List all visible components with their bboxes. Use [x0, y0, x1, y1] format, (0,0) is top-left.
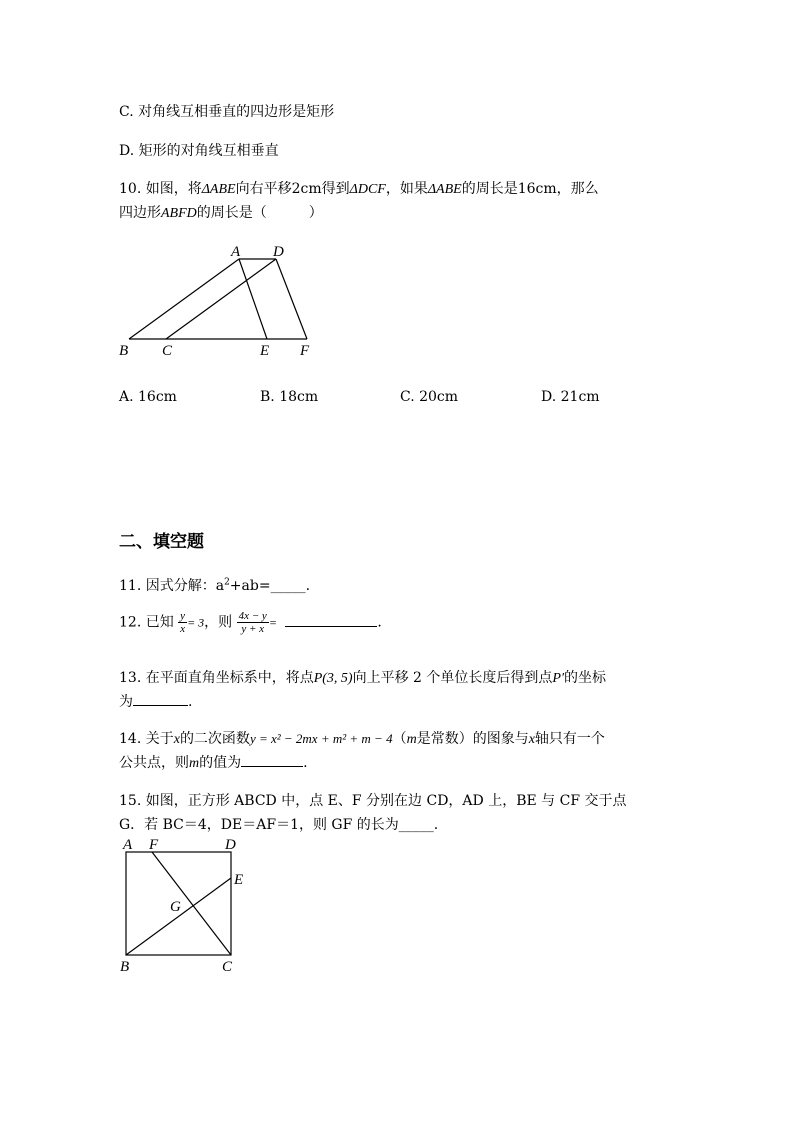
q13-text: 的坐标: [564, 670, 607, 686]
label-a: A: [123, 837, 133, 853]
q14-text: 的值为: [199, 755, 242, 771]
option-d-previous: D. 矩形的对角线互相垂直: [119, 143, 279, 159]
q10-text: 的周长是（ ）: [196, 205, 323, 221]
line-fc: [152, 852, 231, 955]
q14-text: .: [303, 755, 308, 771]
q13-answer-blank: [133, 692, 188, 706]
var-m: m: [406, 732, 417, 747]
q10-text: ，如果: [385, 181, 428, 197]
line-cd: [166, 259, 276, 339]
quadrilateral-abfd: ABFD: [161, 206, 197, 221]
q13-text: 为: [119, 694, 133, 710]
q10-text: 向右平移2cm得到: [235, 181, 350, 197]
q11-line: [119, 575, 310, 595]
q10-figure: [110, 238, 330, 363]
q12-answer-blank: [285, 613, 377, 627]
q10-option-a: A. 16cm: [119, 389, 177, 405]
q13-line-2: [119, 691, 192, 711]
q10-line-1: [119, 178, 599, 198]
label-c: C: [162, 343, 173, 359]
q11-text: +ab=_____.: [229, 578, 311, 594]
q12-equals-three: = 3: [187, 615, 205, 630]
fraction-numerator: 4x − y: [238, 610, 267, 622]
q13-text: 向上平移 2 个单位长度后得到点: [352, 670, 553, 686]
triangle-abe: ΔABE: [427, 182, 462, 197]
line-ae: [239, 259, 267, 339]
triangle-abe: ΔABE: [201, 182, 236, 197]
var-m: m: [189, 756, 200, 771]
q12-line: [119, 610, 382, 635]
line-be: [126, 878, 231, 955]
line-ba: [129, 259, 239, 339]
label-f: F: [300, 343, 310, 359]
q14-line-1: [119, 728, 605, 748]
q11-text: 11. 因式分解：a: [119, 578, 225, 594]
fraction-denominator: x: [180, 623, 186, 635]
var-x: x: [173, 732, 180, 747]
q14-text: （: [392, 731, 407, 747]
q10-text: 四边形: [119, 205, 161, 221]
section-title: 二、填空题: [119, 532, 204, 552]
q10-text: 的周长是16cm，那么: [461, 181, 599, 197]
q14-text: 公共点，则: [119, 755, 189, 771]
label-f: F: [149, 837, 159, 853]
q14-text: 是常数）的图象与: [416, 731, 529, 747]
q15-figure: [112, 834, 262, 979]
fraction-y-over-x: [178, 610, 187, 635]
point-p: P(3, 5): [313, 671, 353, 686]
q10-option-c: C. 20cm: [400, 389, 459, 405]
q10-line-2: [119, 202, 323, 222]
point-p-prime: P′: [552, 671, 565, 686]
label-d: D: [273, 244, 284, 260]
q14-answer-blank: [241, 753, 303, 767]
q13-text: 13. 在平面直角坐标系中，将点: [119, 670, 314, 686]
q13-text: .: [188, 694, 193, 710]
label-e: E: [234, 872, 244, 888]
triangle-dcf: ΔDCF: [349, 182, 386, 197]
line-df: [276, 259, 307, 339]
label-d: D: [225, 837, 236, 853]
q12-text: ，则: [204, 614, 233, 631]
label-c: C: [222, 959, 233, 975]
q10-option-d: D. 21cm: [541, 389, 600, 405]
label-e: E: [260, 343, 270, 359]
q14-text: 14. 关于: [119, 731, 174, 747]
label-a: A: [231, 244, 241, 260]
label-b: B: [119, 343, 129, 359]
q12-text: 12. 已知: [119, 614, 174, 631]
q14-text: 的二次函数: [179, 731, 250, 747]
q12-equals: =: [268, 615, 277, 630]
var-x-axis: x: [528, 732, 535, 747]
q13-line-1: [119, 667, 606, 687]
label-g: G: [170, 899, 181, 915]
q15-line-1: 15. 如图，正方形 ABCD 中，点 E、F 分别在边 CD，AD 上，BE 与 CF 交于点: [119, 793, 627, 809]
q14-line-2: [119, 752, 308, 772]
q10-option-b: B. 18cm: [260, 389, 319, 405]
q12-text: .: [377, 614, 382, 631]
q15-line-2: G．若 BC＝4，DE＝AF＝1，则 GF 的长为_____.: [119, 817, 439, 833]
label-b: B: [120, 959, 130, 975]
q10-text: 10. 如图，将: [119, 181, 202, 197]
quadratic-function: y = x² − 2mx + m² + m − 4: [249, 731, 393, 746]
fraction-numerator: y: [180, 610, 186, 622]
fraction-expression: [237, 610, 269, 635]
q14-text: 轴只有一个: [534, 731, 605, 747]
option-c-previous: C. 对角线互相垂直的四边形是矩形: [119, 104, 335, 120]
fraction-denominator: y + x: [241, 623, 265, 635]
q11-exponent: 2: [224, 577, 230, 588]
